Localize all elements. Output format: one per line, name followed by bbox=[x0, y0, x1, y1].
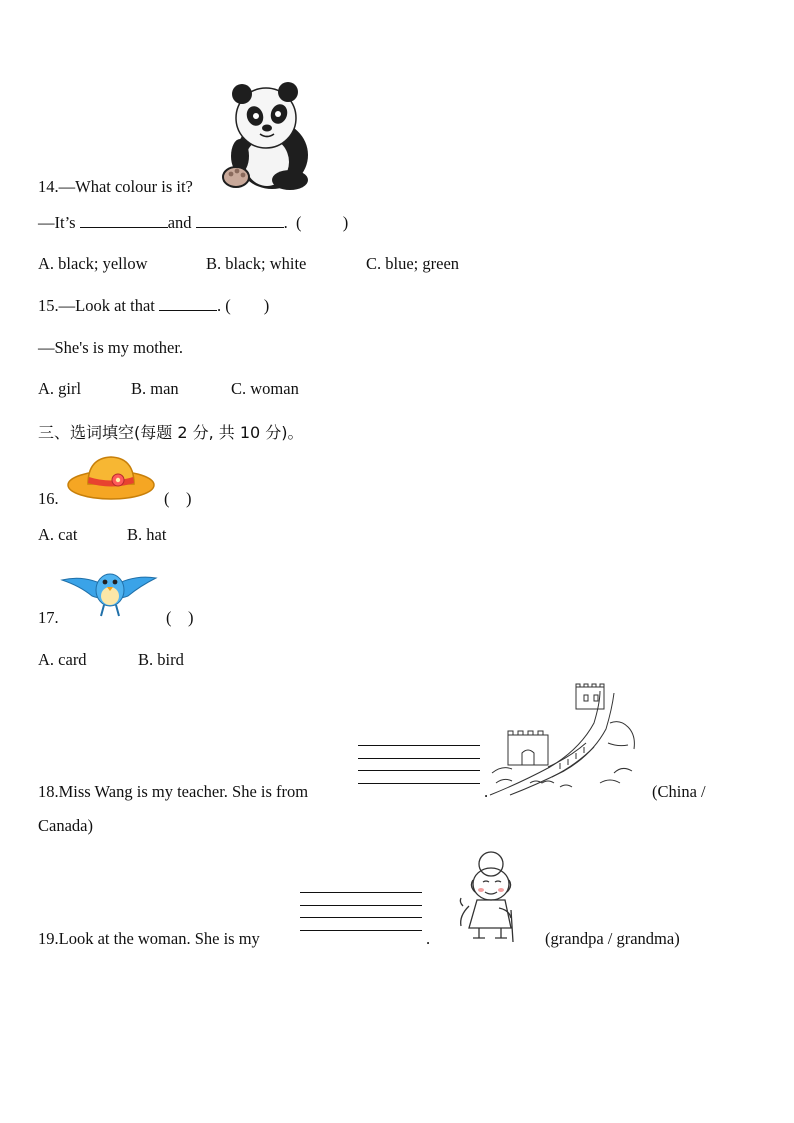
q14-option-c[interactable]: C. blue; green bbox=[366, 254, 460, 273]
q19-text: 19.Look at the woman. She is my bbox=[38, 929, 260, 948]
q17-option-b[interactable]: B. bird bbox=[138, 650, 184, 669]
q14-answer-and: and bbox=[167, 213, 192, 232]
q17-answer-paren[interactable]: ( ) bbox=[166, 608, 194, 627]
q16-option-a[interactable]: A. cat bbox=[38, 525, 78, 544]
q15-option-b[interactable]: B. man bbox=[131, 379, 179, 398]
panda-image bbox=[222, 80, 314, 192]
q14-option-a[interactable]: A. black; yellow bbox=[38, 254, 148, 273]
q15-option-a[interactable]: A. girl bbox=[38, 379, 82, 398]
hat-image bbox=[66, 452, 156, 502]
q17-number: 17. bbox=[38, 608, 59, 627]
q14-answer-end: . ( ) bbox=[283, 213, 349, 232]
q14-answer-line bbox=[38, 213, 348, 233]
q14-option-b[interactable]: B. black; white bbox=[206, 254, 307, 273]
q19-writing-lines[interactable] bbox=[300, 892, 422, 942]
q15-stem-start: 15.—Look at that bbox=[38, 296, 155, 315]
q15-reply: —She's is my mother. bbox=[38, 338, 184, 357]
q17-option-a[interactable]: A. card bbox=[38, 650, 87, 669]
section-three-title: 三、选词填空(每题 2 分, 共 10 分)。 bbox=[38, 423, 304, 442]
q15-stem-end: . ( ) bbox=[216, 296, 270, 315]
q14-blank-1[interactable] bbox=[80, 213, 168, 228]
q18-choices-line2: Canada) bbox=[38, 816, 93, 835]
q15-blank[interactable] bbox=[159, 296, 217, 311]
q15-stem bbox=[38, 296, 269, 316]
q18-writing-lines[interactable] bbox=[358, 745, 480, 795]
q14-answer-prefix: —It’s bbox=[38, 213, 76, 232]
great-wall-image bbox=[490, 683, 636, 797]
q19-choices: (grandpa / grandma) bbox=[545, 929, 680, 948]
grandma-image bbox=[455, 850, 531, 944]
q14-blank-2[interactable] bbox=[196, 213, 284, 228]
q14-stem: 14.—What colour is it? bbox=[38, 177, 193, 196]
bird-image bbox=[60, 560, 158, 622]
q16-answer-paren[interactable]: ( ) bbox=[164, 489, 192, 508]
q18-text: 18.Miss Wang is my teacher. She is from bbox=[38, 782, 309, 801]
q15-option-c[interactable]: C. woman bbox=[231, 379, 299, 398]
q16-number: 16. bbox=[38, 489, 59, 508]
q16-option-b[interactable]: B. hat bbox=[127, 525, 167, 544]
q18-choices-line1: (China / bbox=[652, 782, 706, 801]
q18-dot: . bbox=[484, 782, 489, 801]
q19-dot: . bbox=[426, 929, 431, 948]
